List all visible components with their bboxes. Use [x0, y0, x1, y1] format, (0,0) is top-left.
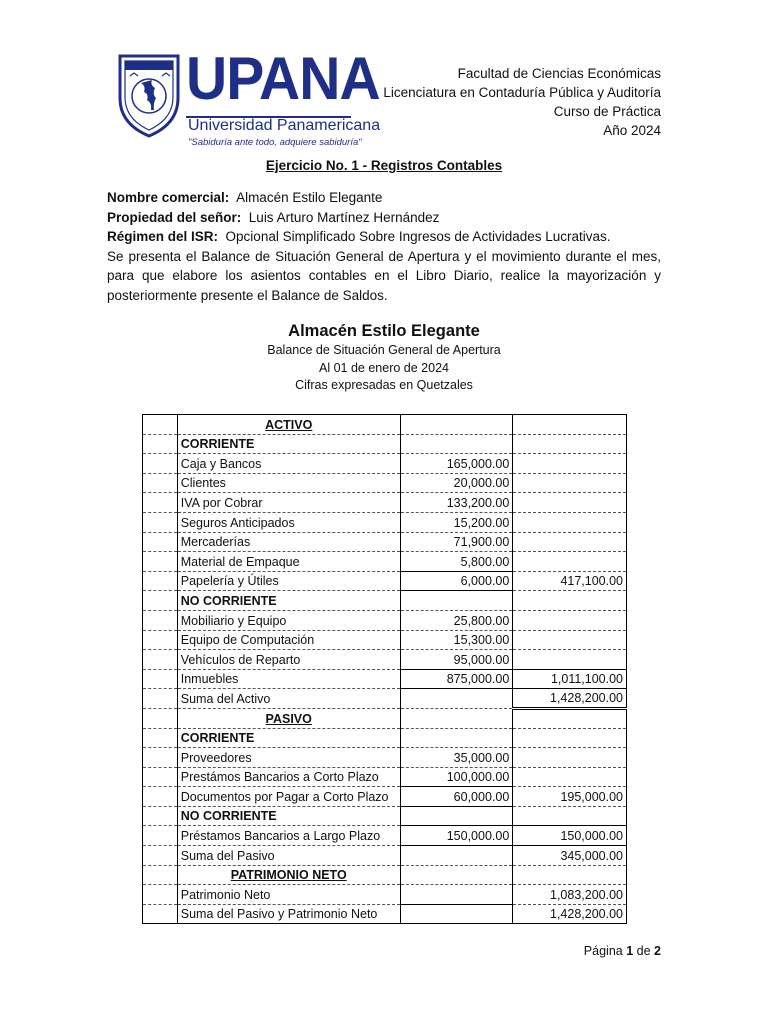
table-row [143, 630, 627, 650]
page-footer [584, 944, 661, 958]
table-row [143, 748, 627, 768]
table-row [143, 493, 627, 513]
total-amount [513, 473, 627, 493]
subsection-heading: NO CORRIENTE [177, 591, 400, 611]
header-info [383, 64, 661, 140]
table-row [143, 865, 627, 885]
total-amount [513, 532, 627, 552]
table-row [143, 650, 627, 670]
account-label: Documentos por Pagar a Corto Plazo [177, 787, 400, 807]
table-row [143, 708, 627, 728]
table-row [143, 415, 627, 435]
partial-amount: 15,200.00 [400, 512, 513, 532]
balance-date: Al 01 de enero de 2024 [319, 360, 449, 375]
total-amount [513, 630, 627, 650]
owner-value: Luis Arturo Martínez Hernández [248, 209, 440, 225]
account-label: IVA por Cobrar [177, 493, 400, 513]
trade-name-line [107, 188, 661, 208]
total-amount [513, 454, 627, 474]
table-row [143, 885, 627, 905]
table-row [143, 787, 627, 807]
account-label: Mobiliario y Equipo [177, 610, 400, 630]
account-label: Mercaderías [177, 532, 400, 552]
total-amount [513, 552, 627, 572]
faculty-line: Facultad de Ciencias Económicas [457, 66, 661, 81]
table-row [143, 728, 627, 748]
table-row [143, 669, 627, 689]
section-heading-activo: ACTIVO [177, 415, 400, 435]
table-row [143, 552, 627, 572]
trade-name-value: Almacén Estilo Elegante [236, 190, 383, 205]
subsection-heading: NO CORRIENTE [177, 806, 400, 826]
partial-amount: 100,000.00 [400, 767, 513, 787]
table-row [143, 610, 627, 630]
table-row [143, 846, 627, 866]
university-motto: "Sabiduría ante todo, adquiere sabiduría" [188, 137, 362, 148]
partial-amount: 60,000.00 [400, 787, 513, 807]
partial-amount: 165,000.00 [400, 454, 513, 474]
total-amount: 195,000.00 [513, 787, 627, 807]
partial-amount: 875,000.00 [400, 669, 513, 689]
balance-heading [0, 320, 768, 395]
tax-regime-line [107, 227, 661, 247]
account-label: Equipo de Computación [177, 630, 400, 650]
balance-sheet-table [142, 414, 627, 924]
total-label: Suma del Pasivo y Patrimonio Neto [177, 904, 400, 924]
university-logo [116, 45, 381, 148]
tax-regime-label: Régimen del ISR: [107, 229, 219, 244]
section-heading-pasivo: PASIVO [177, 708, 400, 728]
course-line: Curso de Práctica [553, 104, 661, 119]
account-label: Inmuebles [177, 669, 400, 689]
total-amount [513, 767, 627, 787]
partial-amount: 71,900.00 [400, 532, 513, 552]
total-label: Suma del Pasivo [177, 846, 400, 866]
trade-name-label: Nombre comercial: [107, 190, 230, 205]
account-label: Vehículos de Reparto [177, 650, 400, 670]
partial-amount [400, 689, 513, 709]
table-row [143, 454, 627, 474]
university-seal-icon [116, 50, 182, 138]
partial-amount: 150,000.00 [400, 826, 513, 846]
total-amount: 150,000.00 [513, 826, 627, 846]
tax-regime-value: Opcional Simplificado Sobre Ingresos de Actividades Lucrativas. [225, 229, 611, 244]
partial-amount: 35,000.00 [400, 748, 513, 768]
account-label: Caja y Bancos [177, 454, 400, 474]
total-amount [513, 493, 627, 513]
account-label: Patrimonio Neto [177, 885, 400, 905]
table-row [143, 689, 627, 709]
of-word: de [636, 944, 651, 958]
table-row [143, 434, 627, 454]
account-label: Clientes [177, 473, 400, 493]
total-label: Suma del Activo [177, 689, 400, 709]
table-row [143, 767, 627, 787]
brand-wordmark: UPANA [186, 45, 380, 112]
account-label: Proveedores [177, 748, 400, 768]
partial-amount: 5,800.00 [400, 552, 513, 572]
partial-amount: 20,000.00 [400, 473, 513, 493]
partial-amount: 15,300.00 [400, 630, 513, 650]
exercise-intro [107, 188, 661, 305]
account-label: Préstamos Bancarios a Largo Plazo [177, 826, 400, 846]
partial-amount: 6,000.00 [400, 571, 513, 591]
degree-line: Licenciatura en Contaduría Pública y Auditoría [383, 85, 661, 100]
partial-amount [400, 904, 513, 924]
table-row [143, 512, 627, 532]
section-heading-patrimonio: PATRIMONIO NETO [177, 865, 400, 885]
partial-amount [400, 885, 513, 905]
total-amount: 1,428,200.00 [513, 904, 627, 924]
exercise-description: Se presenta el Balance de Situación General de Apertura y el movimiento durante el mes, para que elabore los asientos contables en el Libro Diario, realice la mayorización y posteriormente presente el Balance de Saldos. [107, 248, 661, 303]
partial-amount: 95,000.00 [400, 650, 513, 670]
balance-company: Almacén Estilo Elegante [288, 322, 480, 340]
table-row [143, 826, 627, 846]
university-name-block [186, 116, 406, 154]
total-amount [513, 650, 627, 670]
total-amount [513, 512, 627, 532]
subsection-heading: CORRIENTE [177, 434, 400, 454]
exercise-title: Ejercicio No. 1 - Registros Contables [265, 158, 503, 173]
balance-currency-note: Cifras expresadas en Quetzales [295, 378, 473, 392]
table-row [143, 571, 627, 591]
account-label: Material de Empaque [177, 552, 400, 572]
total-amount: 417,100.00 [513, 571, 627, 591]
account-label: Papelería y Útiles [177, 571, 400, 591]
partial-amount [400, 846, 513, 866]
total-amount: 1,083,200.00 [513, 885, 627, 905]
table-row [143, 806, 627, 826]
page-word: Página [583, 944, 623, 958]
table-row [143, 532, 627, 552]
subsection-heading: CORRIENTE [177, 728, 400, 748]
balance-title: Balance de Situación General de Apertura [267, 343, 501, 357]
table-row [143, 591, 627, 611]
total-amount: 345,000.00 [513, 846, 627, 866]
total-amount [513, 748, 627, 768]
page-total: 2 [654, 944, 661, 958]
account-label: Prestámos Bancarios a Corto Plazo [177, 767, 400, 787]
owner-line [107, 208, 661, 228]
university-name: Universidad Panamericana [188, 117, 381, 134]
account-label: Seguros Anticipados [177, 512, 400, 532]
total-amount [513, 610, 627, 630]
table-row [143, 473, 627, 493]
year-line: Año 2024 [603, 123, 661, 138]
total-amount: 1,011,100.00 [513, 669, 627, 689]
table-row [143, 904, 627, 924]
partial-amount: 25,800.00 [400, 610, 513, 630]
owner-label: Propiedad del señor: [107, 209, 242, 225]
partial-amount: 133,200.00 [400, 493, 513, 513]
total-amount: 1,428,200.00 [513, 689, 627, 709]
page-number: 1 [626, 944, 634, 958]
